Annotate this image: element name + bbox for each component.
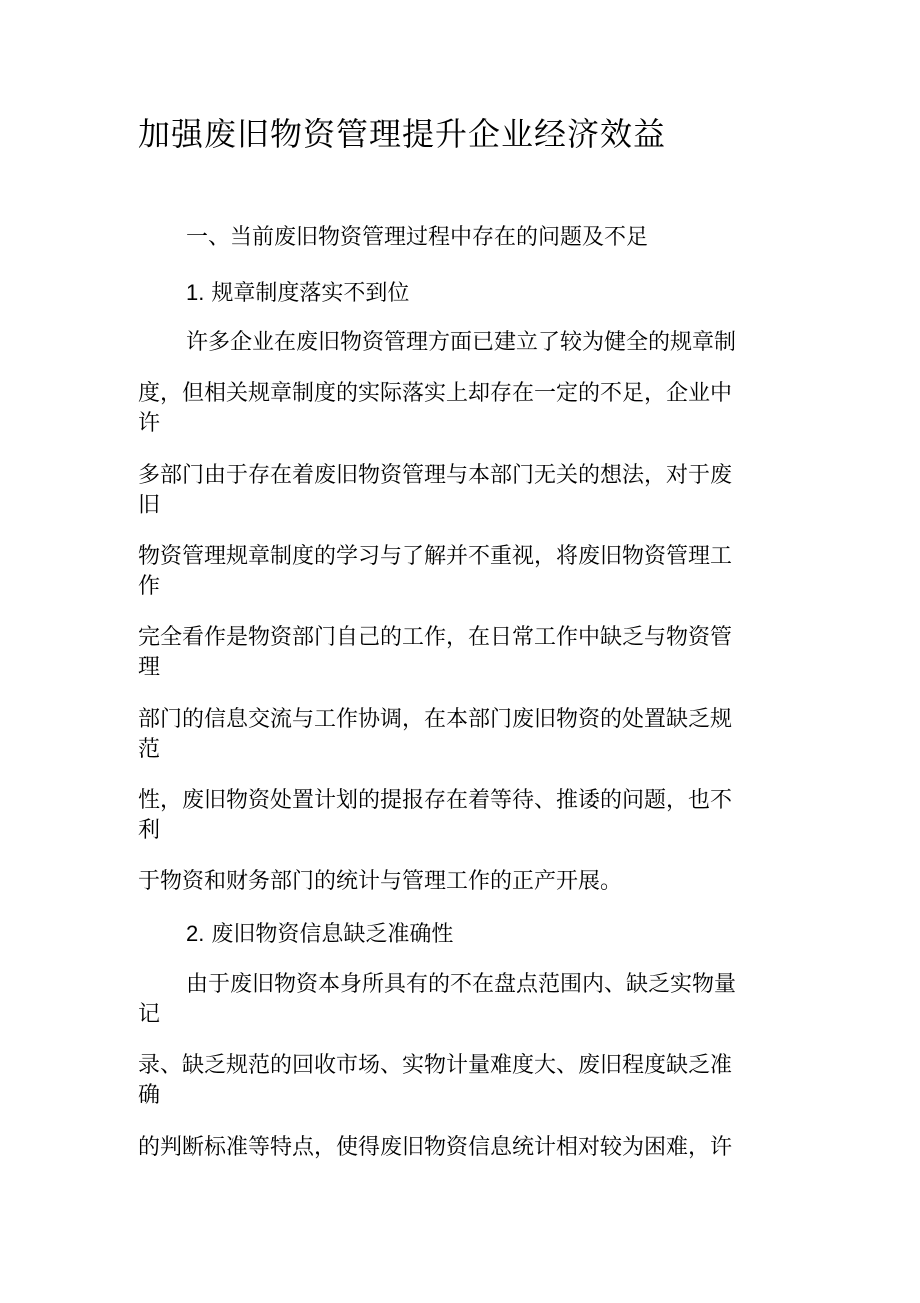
paragraph-2-line: 由于废旧物资本身所具有的不在盘点范围内、缺乏实物量 <box>186 972 737 997</box>
paragraph-1-wrap: 作 <box>138 574 161 599</box>
paragraph-1-wrap: 许 <box>138 411 161 436</box>
paragraph-1-wrap: 旧 <box>138 493 161 518</box>
paragraph-2-line: 录、缺乏规范的回收市场、实物计量难度大、废旧程度缺乏准 <box>138 1053 733 1078</box>
subsection-1-title: 规章制度落实不到位 <box>211 281 410 306</box>
subsection-2-heading <box>186 918 453 951</box>
paragraph-2-wrap: 记 <box>138 1002 161 1027</box>
section-heading: 一、当前废旧物资管理过程中存在的问题及不足 <box>186 225 649 250</box>
paragraph-2-wrap: 确 <box>138 1083 161 1108</box>
paragraph-1-line: 完全看作是物资部门自己的工作，在日常工作中缺乏与物资管 <box>138 625 733 650</box>
subsection-2-title: 废旧物资信息缺乏准确性 <box>211 922 454 947</box>
paragraph-1-line: 部门的信息交流与工作协调，在本部门废旧物资的处置缺乏规 <box>138 707 733 732</box>
paragraph-1-wrap: 理 <box>138 655 161 680</box>
paragraph-1-line: 多部门由于存在着废旧物资管理与本部门无关的想法，对于废 <box>138 463 733 488</box>
paragraph-1-line: 许多企业在废旧物资管理方面已建立了较为健全的规章制 <box>186 330 737 355</box>
paragraph-1-line: 物资管理规章制度的学习与了解并不重视，将废旧物资管理工 <box>138 544 733 569</box>
subsection-2-number: 2. <box>186 921 205 946</box>
document-title: 加强废旧物资管理提升企业经济效益 <box>138 115 667 153</box>
paragraph-1-wrap: 范 <box>138 737 161 762</box>
paragraph-1-line: 于物资和财务部门的统计与管理工作的正产开展。 <box>138 869 623 894</box>
paragraph-1-line: 性，废旧物资处置计划的提报存在着等待、推诿的问题，也不 <box>138 788 733 813</box>
paragraph-1-line: 度，但相关规章制度的实际落实上却存在一定的不足，企业中 <box>138 381 733 406</box>
paragraph-2-line: 的判断标准等特点，使得废旧物资信息统计相对较为困难，许 <box>138 1135 733 1160</box>
subsection-1-heading <box>186 277 409 310</box>
paragraph-1-wrap: 利 <box>138 818 161 843</box>
subsection-1-number: 1. <box>186 280 205 305</box>
